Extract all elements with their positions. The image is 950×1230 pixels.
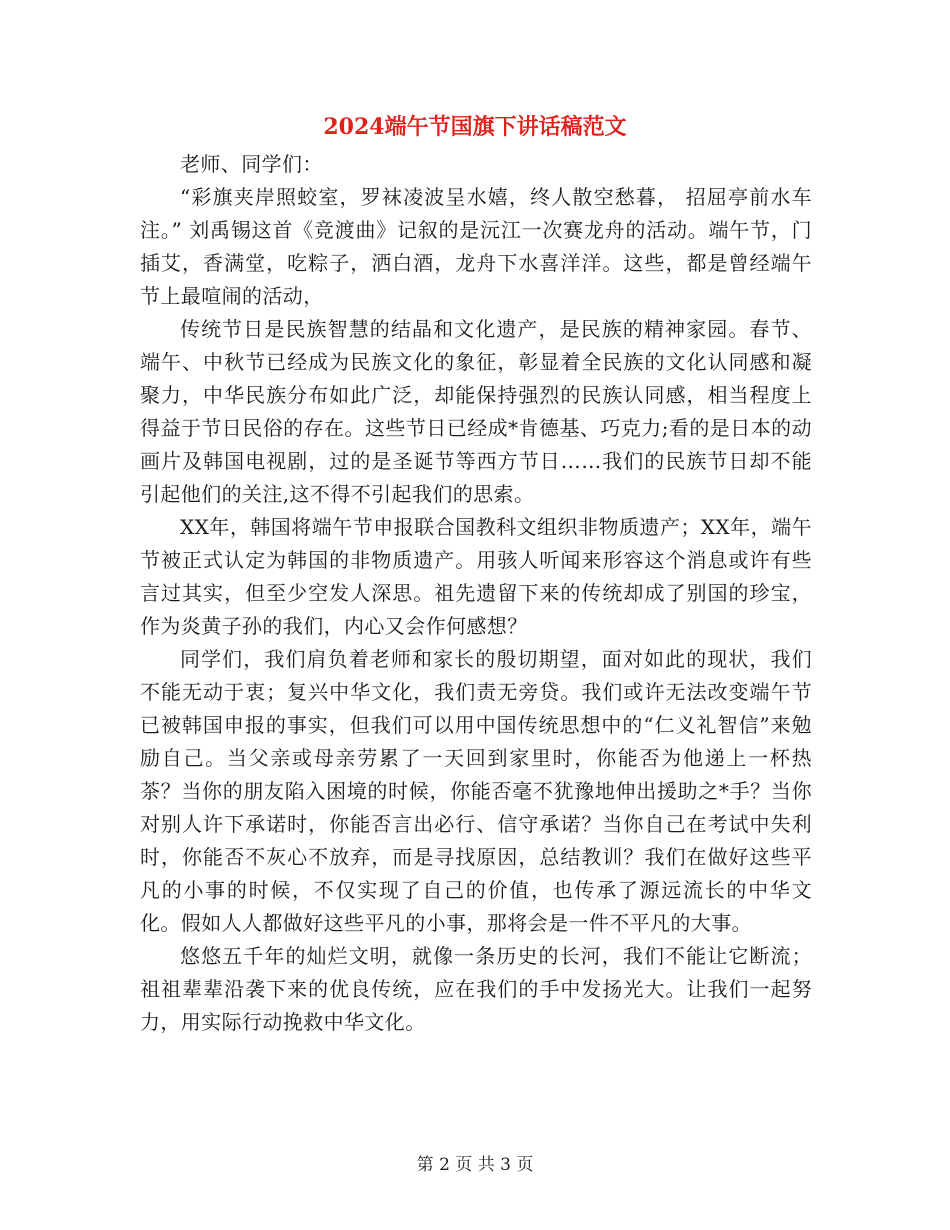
body-paragraph: 同学们，我们肩负着老师和家长的殷切期望，面对如此的现状，我们不能无动于衷；复兴中华文化，我们责无旁贷。我们或许无法改变端午节已被韩国申报的事实，但我们可以用中国传统思想中的“仁义礼智信”来勉励自己。当父亲或母亲劳累了一天回到家里时，你能否为他递上一杯热茶？当你的朋友陷入困境的时候，你能否毫不犹豫地伸出援助之*手？当你对别人许下承诺时，你能否言出必行、信守承诺？当你自己在考试中失利时，你能否不灰心不放弃，而是寻找原因，总结教训？我们在做好这些平凡的小事的时候，不仅实现了自己的价值，也传承了源远流长的中华文化。假如人人都做好这些平凡的小事，那将会是一件不平凡的大事。	[140, 647, 812, 935]
body-paragraph: “彩旗夹岸照蛟室，罗袜凌波呈水嬉，终人散空愁暮， 招屈亭前水车注。” 刘禹锡这首《竞渡曲》记叙的是沅江一次赛龙舟的活动。端午节，门插艾，香满堂，吃粽子，洒白酒，龙舟下水喜洋洋。这些，都是曾经端午节上最喧闹的活动，	[140, 185, 812, 308]
document-body	[140, 148, 812, 1039]
document-title: 2024端午节国旗下讲话稿范文	[323, 114, 627, 140]
salutation-paragraph: 老师、同学们：	[180, 152, 323, 176]
body-paragraph: XX年，韩国将端午节申报联合国教科文组织非物质遗产；XX年，端午节被正式认定为韩国的非物质遗产。用骇人听闻来形容这个消息或许有些言过其实，但至少空发人深思。祖先遗留下来的传统却成了别国的珍宝，作为炎黄子孙的我们，内心又会作何感想？	[140, 515, 812, 638]
body-paragraph: 传统节日是民族智慧的结晶和文化遗产，是民族的精神家园。春节、端午、中秋节已经成为民族文化的象征，彰显着全民族的文化认同感和凝聚力，中华民族分布如此广泛，却能保持强烈的民族认同感，相当程度上得益于节日民俗的存在。这些节日已经成*肯德基、巧克力;看的是日本的动画片及韩国电视剧，过的是圣诞节等西方节日……我们的民族节日却不能引起他们的关注,这不得不引起我们的思索。	[140, 317, 812, 506]
closing-paragraph: 悠悠五千年的灿烂文明，就像一条历史的长河，我们不能让它断流；祖祖辈辈沿袭下来的优良传统，应在我们的手中发扬光大。让我们一起努力，用实际行动挽救中华文化。	[140, 944, 812, 1034]
page-footer: 第 2 页 共 3 页	[416, 1155, 534, 1175]
